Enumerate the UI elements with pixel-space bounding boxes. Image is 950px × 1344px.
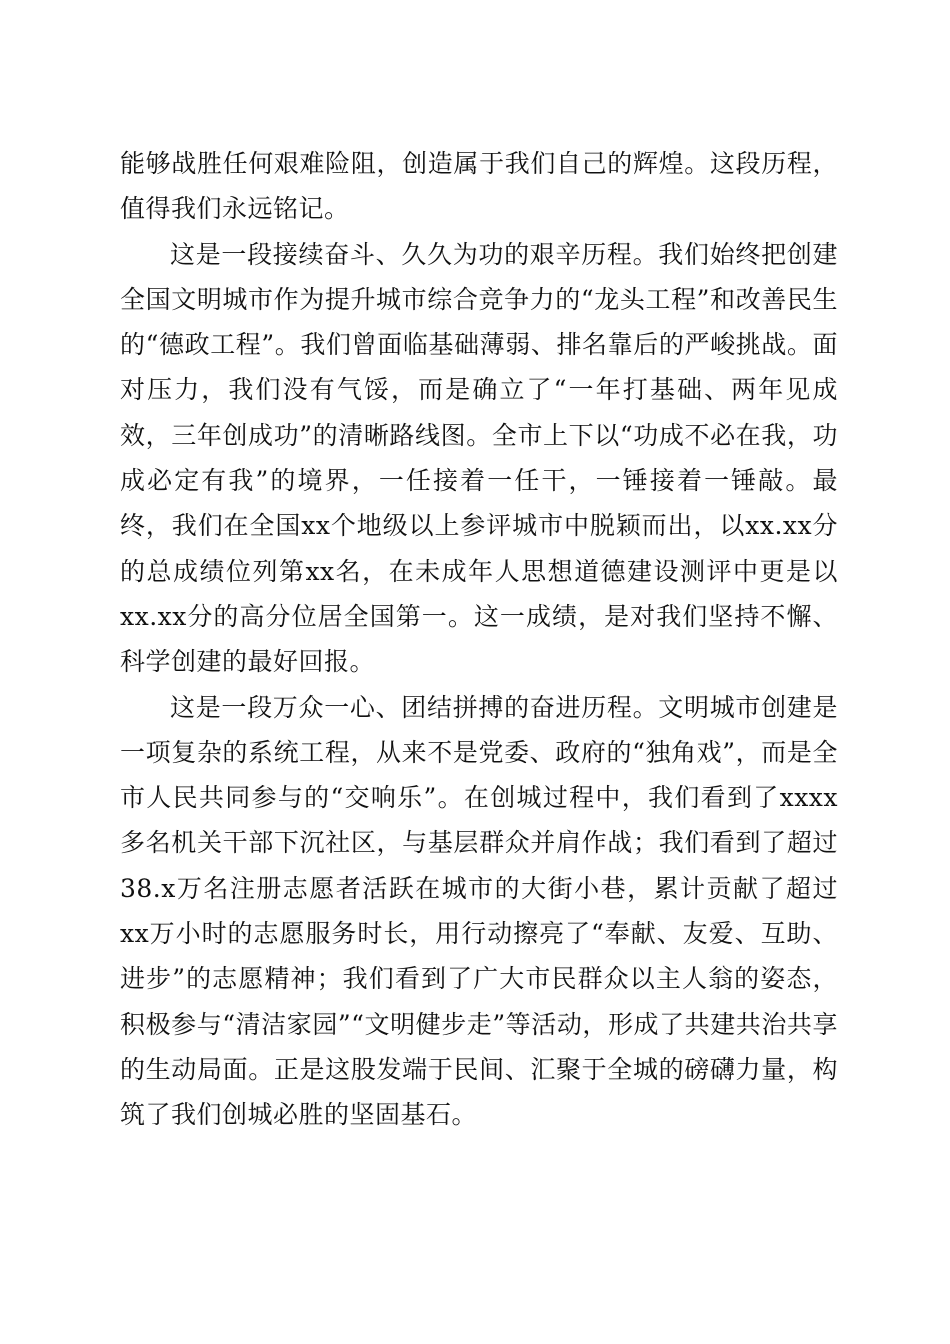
paragraph-continuation: 能够战胜任何艰难险阻，创造属于我们自己的辉煌。这段历程，值得我们永远铭记。 [120, 149, 838, 224]
paragraph-unity-journey: 这是一段万众一心、团结拼搏的奋进历程。文明城市创建是一项复杂的系统工程，从来不是党委、政府的“独角戏”，而是全市人民共同参与的“交响乐”。在创城过程中，我们看到了xxxx多名机关干部下沉社区，与基层群众并肩作战；我们看到了超过38.x万名注册志愿者活跃在城市的大街小巷，累计贡献了超过xx万小时的志愿服务时长，用行动擦亮了“奉献、友爱、互助、进步”的志愿精神；我们看到了广大市民群众以主人翁的姿态，积极参与“清洁家园”“文明健步走”等活动，形成了共建共治共享的生动局面。正是这股发端于民间、汇聚于全城的磅礴力量，构筑了我们创城必胜的坚固基石。 [120, 692, 838, 1130]
body-text [120, 141, 838, 1138]
paragraph-hardship-journey: 这是一段接续奋斗、久久为功的艰辛历程。我们始终把创建全国文明城市作为提升城市综合竞争力的“龙头工程”和改善民生的“德政工程”。我们曾面临基础薄弱、排名靠后的严峻挑战。面对压力，我们没有气馁，而是确立了“一年打基础、两年见成效，三年创成功”的清晰路线图。全市上下以“功成不必在我，功成必定有我”的境界，一任接着一任干，一锤接着一锤敲。最终，我们在全国xx个地级以上参评城市中脱颖而出，以xx.xx分的总成绩位列第xx名，在未成年人思想道德建设测评中更是以xx.xx分的高分位居全国第一。这一成绩，是对我们坚持不懈、科学创建的最好回报。 [120, 239, 838, 677]
